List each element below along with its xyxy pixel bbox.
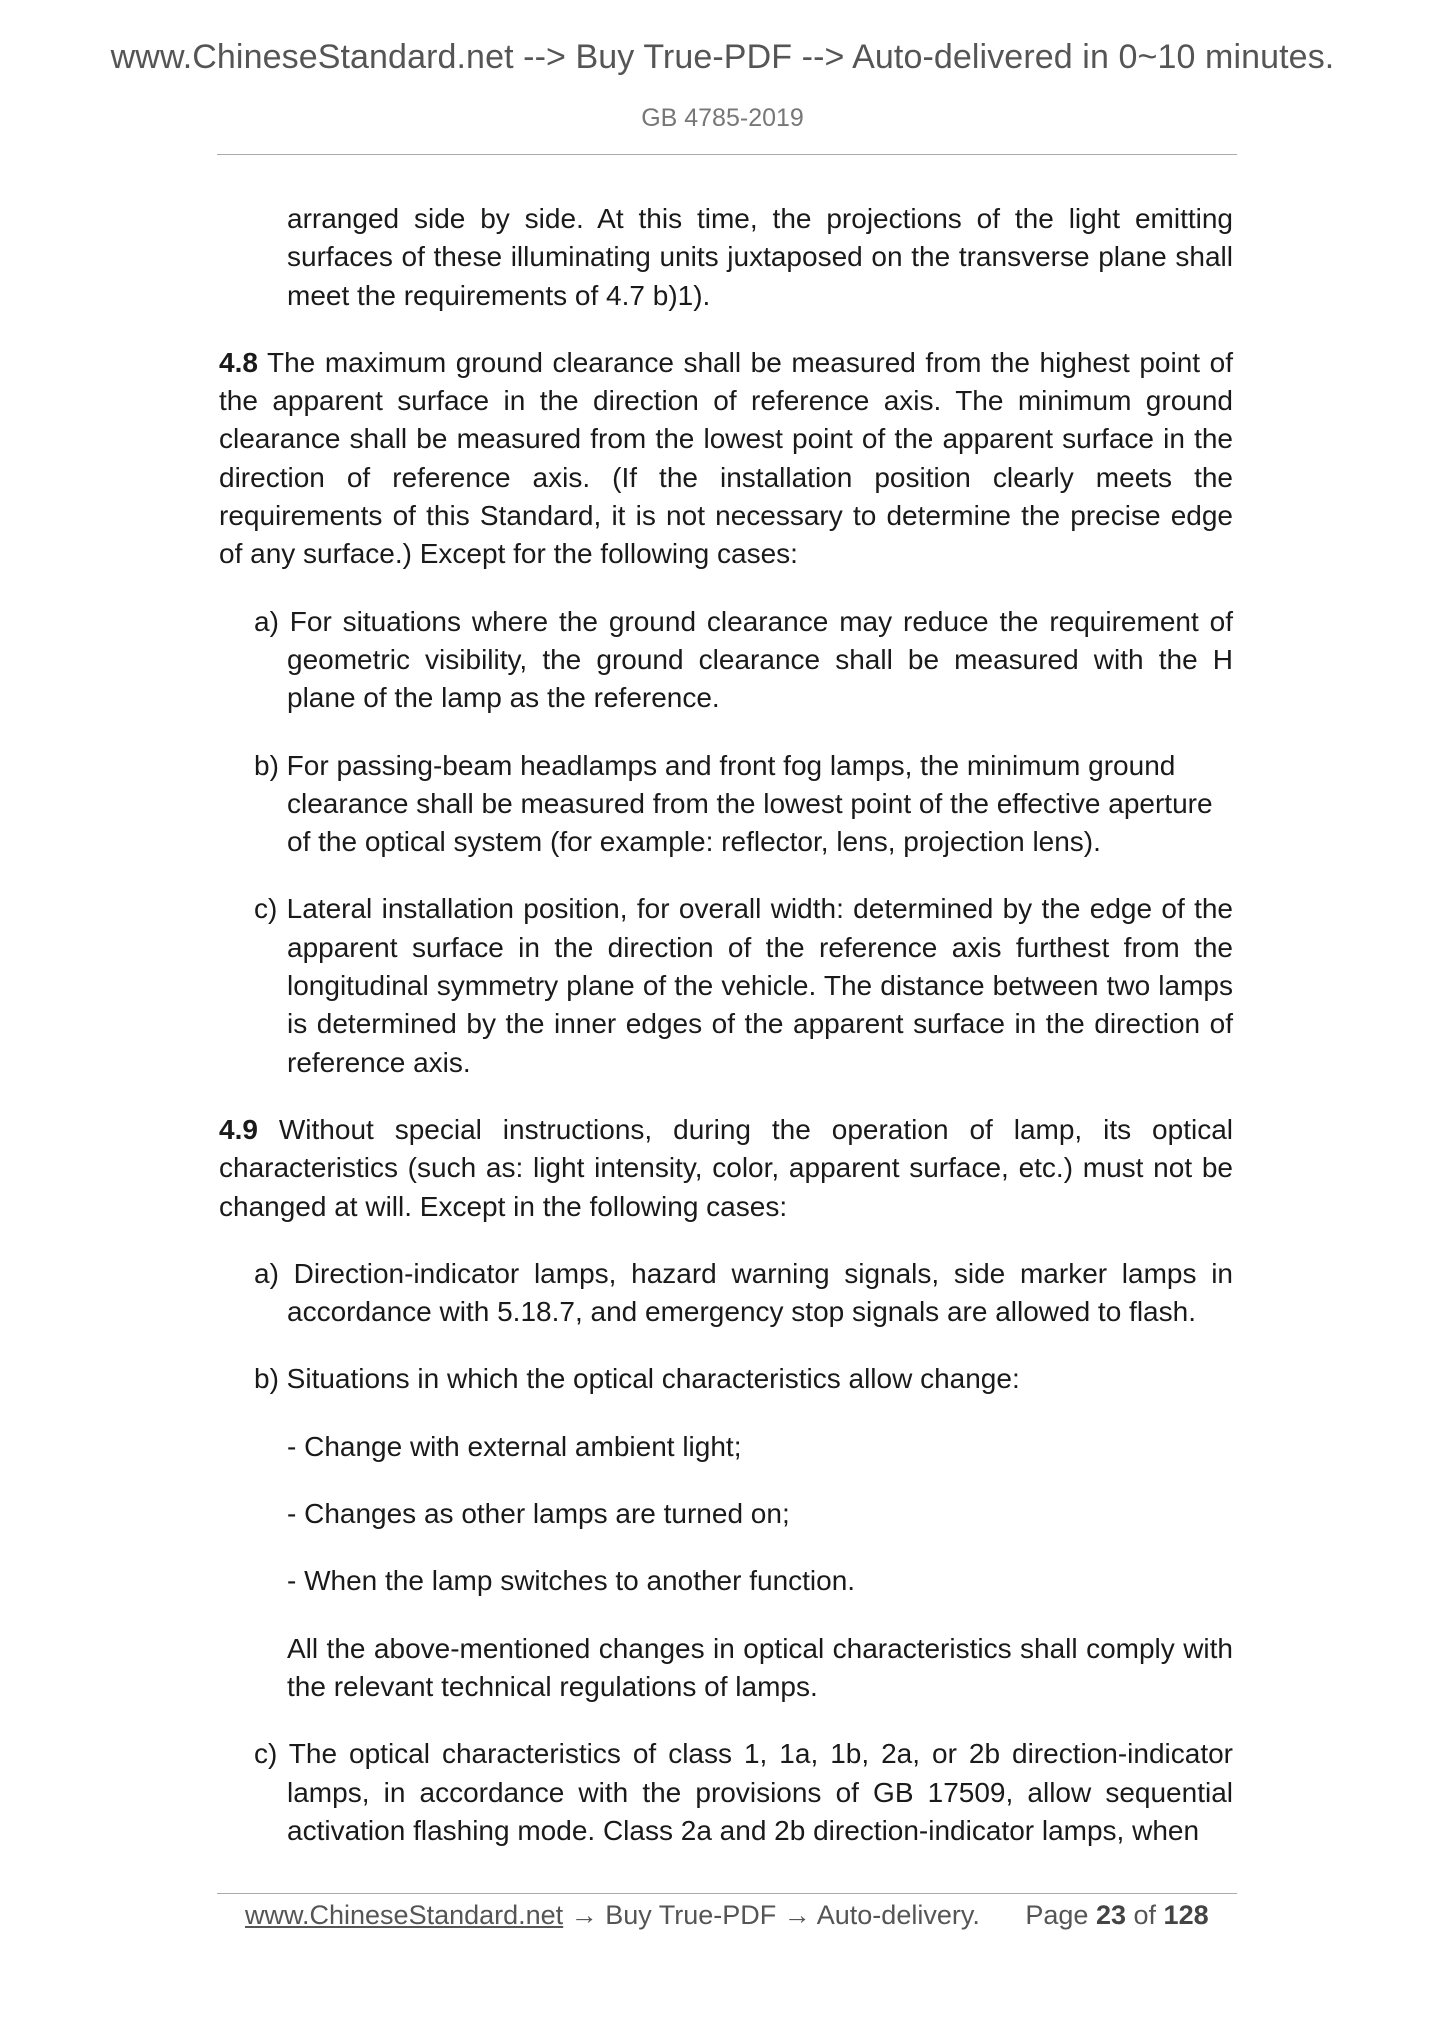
section-4-8	[219, 344, 1233, 574]
section-number: 4.9	[219, 1113, 258, 1145]
dash-item: - When the lamp switches to another function.	[287, 1565, 856, 1597]
comply-note: All the above-mentioned changes in optical characteristics shall comply with the relevant technical regulations of lamps.	[287, 1632, 1233, 1702]
section-text: The maximum ground clearance shall be measured from the highest point of the apparent surface in the direction of reference axis. The minimum ground clearance shall be measured from the lowest point of the apparent surface in the direction of reference axis. (If the installation position clearly meets the requirements of this Standard, it is not necessary to determine the precise edge of any surface.) Except for the following cases:	[219, 346, 1233, 570]
continued-paragraph: arranged side by side. At this time, the projections of the light emitting surfaces of these illuminating units juxtaposed on the transverse plane shall meet the requirements of 4.7 b)1).	[287, 203, 1233, 311]
list-item-c: c) Lateral installation position, for overall width: determined by the edge of the apparent surface in the direction of the reference axis furthest from the longitudinal symmetry plane of the vehicle. The distance between two lamps is determined by the inner edges of the apparent surface in the direction of reference axis.	[254, 893, 1233, 1078]
section-4-9	[219, 1111, 1233, 1226]
page-total: 128	[1163, 1900, 1209, 1930]
of-label: of	[1133, 1900, 1157, 1930]
dash-item: - Change with external ambient light;	[287, 1430, 742, 1462]
dash-item: - Changes as other lamps are turned on;	[287, 1498, 790, 1530]
list-item-b: b) Situations in which the optical characteristics allow change:	[254, 1363, 1020, 1395]
list-item-c: c) The optical characteristics of class 1, 1a, 1b, 2a, or 2b direction-indicator lamps, in accordance with the provisions of GB 17509, allow sequential activation flashing mode. Class 2a and 2b direction-indicator lamps, when	[254, 1738, 1233, 1846]
arrow-icon: →	[563, 1900, 606, 1930]
footer-site-link[interactable]: www.ChineseStandard.net	[245, 1900, 564, 1930]
footer-delivery-text: Auto-delivery.	[816, 1900, 980, 1930]
header-divider	[217, 154, 1237, 155]
document-code: GB 4785-2019	[641, 104, 804, 132]
list-item-b: b) For passing-beam headlamps and front fog lamps, the minimum ground clearance shall be measured from the lowest point of the effective aperture of the optical system (for example: reflector, lens, projection lens).	[254, 749, 1213, 858]
list-item-a: a) Direction-indicator lamps, hazard warning signals, side marker lamps in accordance with 5.18.7, and emergency stop signals are allowed to flash.	[254, 1257, 1233, 1328]
page-footer	[245, 1900, 1209, 1931]
list-item-a: a) For situations where the ground clearance may reduce the requirement of geometric visibility, the ground clearance shall be measured with the H plane of the lamp as the reference.	[254, 605, 1233, 714]
section-number: 4.8	[219, 346, 258, 378]
arrow-icon: →	[776, 1900, 817, 1930]
page-label: Page	[1025, 1900, 1089, 1930]
page-number: 23	[1095, 1900, 1126, 1930]
document-body	[219, 200, 1233, 1850]
section-text: Without special instructions, during the operation of lamp, its optical characteristics (such as: light intensity, color, apparent surface, etc.) must not be changed at will. Except in the following cases:	[219, 1113, 1233, 1222]
footer-buy-text: Buy True-PDF	[605, 1900, 777, 1930]
top-banner: www.ChineseStandard.net --> Buy True-PDF --> Auto-delivered in 0~10 minutes.	[110, 38, 1335, 76]
footer-divider	[217, 1893, 1237, 1894]
